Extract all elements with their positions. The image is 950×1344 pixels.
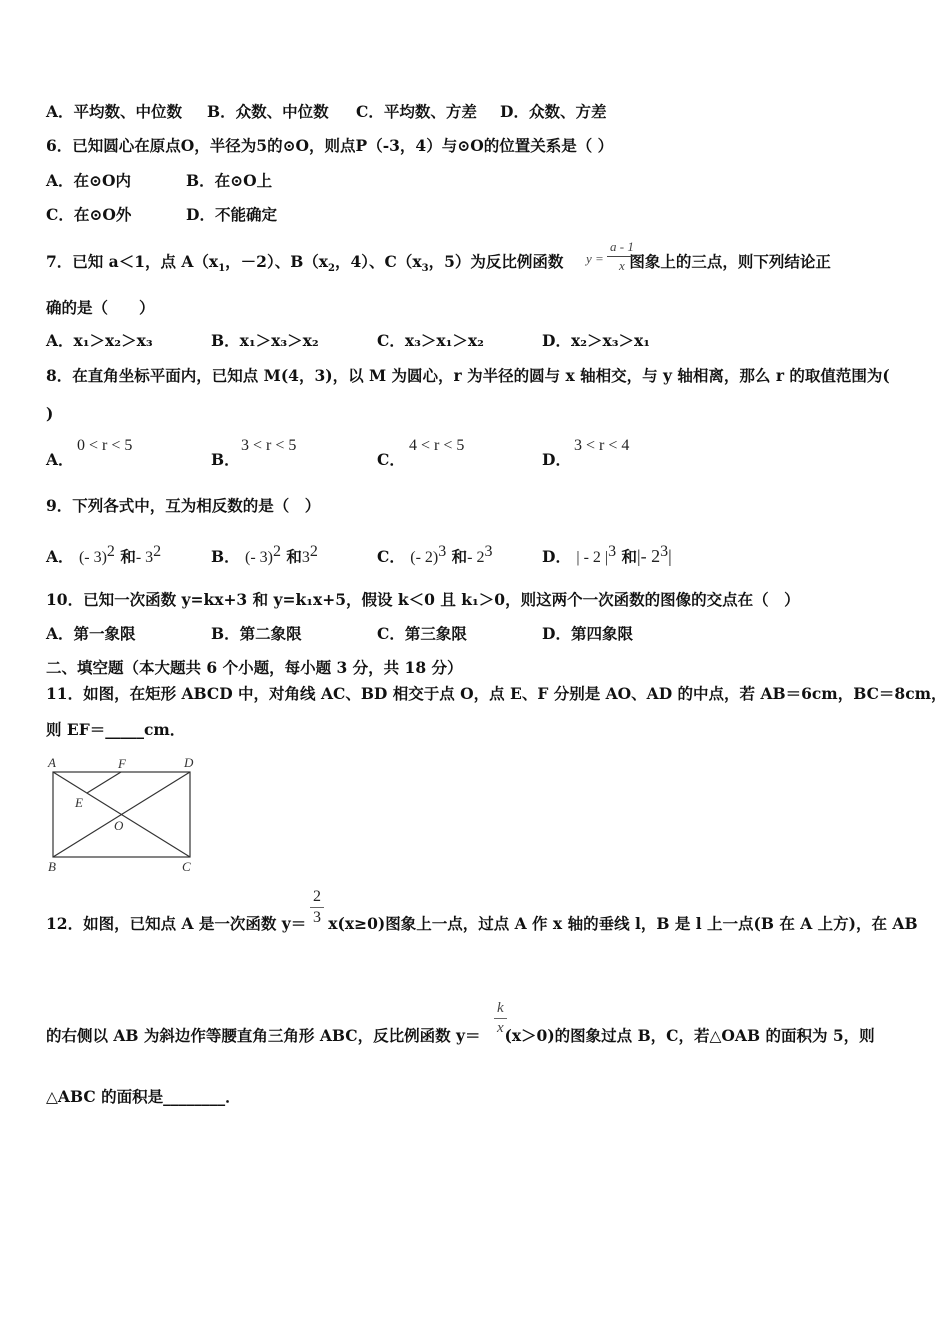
q12-stem-part: (x＞0)的图象过点 B，C，若△OAB 的面积为 5，则 [504, 1026, 875, 1045]
option-text: x₂＞x₃＞x₁ [570, 331, 651, 350]
label-a: A [48, 755, 56, 770]
q11-stem: 11．如图，在矩形 ABCD 中，对角线 AC、BD 相交于点 O，点 E、F 分别是 AO、AD 的中点，若 AB＝6cm，BC＝8cm， [46, 684, 947, 703]
fraction-denominator: 3 [313, 909, 321, 926]
option-text: x₁＞x₂＞x₃ [73, 331, 153, 350]
fraction-numerator: a - 1 [607, 239, 637, 257]
option-label: A． [46, 331, 74, 350]
q5-option-c: C．平均数、方差 [356, 102, 477, 121]
q6-option-a: A．在⊙O内 [46, 171, 132, 190]
math-exp: 2 [106, 543, 115, 560]
fraction-denominator: x [497, 1020, 504, 1036]
q8-option-d-math: 3 < r < 4 [574, 437, 630, 454]
q7-sub: 2 [328, 263, 336, 275]
and-word: 和 [451, 547, 468, 567]
math-exp: 2 [273, 543, 281, 560]
math-exp: 3 [484, 543, 493, 560]
q7-option-d [542, 331, 650, 351]
and-word: 和 [286, 547, 302, 567]
q7-function-fraction [607, 239, 637, 274]
q8-option-c-label: C． [377, 450, 405, 469]
label-o: O [114, 818, 124, 833]
q9-option-b [211, 542, 318, 568]
q12-fraction-two-thirds [310, 888, 324, 927]
label-c: C [182, 859, 191, 874]
q8-option-b-math: 3 < r < 5 [241, 437, 297, 454]
q9-stem: 9．下列各式中，互为相反数的是（ ） [46, 496, 321, 515]
math-expr: (- 2) [410, 549, 439, 567]
fraction-denominator: x [619, 258, 625, 273]
label-d: D [184, 755, 194, 770]
option-text: x₁＞x₃＞x₂ [239, 331, 319, 350]
q7-stem-part: ，－2）、B（x [225, 252, 329, 271]
fraction-numerator: k [494, 1000, 507, 1019]
section-heading: 二、填空题（本大题共 6 个小题，每小题 3 分，共 18 分） [46, 658, 463, 677]
option-label: A． [46, 547, 74, 567]
q7-option-a [46, 331, 153, 351]
q7-option-b [211, 331, 319, 351]
q8-stem-end: ) [46, 404, 54, 423]
option-label: B． [211, 547, 240, 567]
math-exp: 2 [309, 543, 318, 560]
q7-stem-line2: 确的是（ ） [46, 298, 155, 317]
math-expr: 3 [301, 549, 310, 567]
q10-option-d: D．第四象限 [542, 624, 633, 643]
label-e: E [75, 795, 83, 810]
segment-ef [87, 772, 121, 793]
q7-stem [46, 252, 831, 279]
option-label: D． [542, 547, 571, 567]
q6-option-d: D．不能确定 [186, 205, 277, 224]
q8-option-c-math: 4 < r < 5 [409, 437, 465, 454]
q10-stem: 10．已知一次函数 y=kx+3 和 y=k₁x+5，假设 k＜0 且 k₁＞0，则这两个一次函数的图像的交点在（ ） [46, 590, 800, 609]
q9-option-d [542, 542, 672, 568]
q8-option-d-label: D． [542, 450, 571, 469]
math-expr: - 2 [467, 549, 485, 567]
q12-stem-line3: △ABC 的面积是________． [46, 1087, 241, 1106]
fraction-numerator: 2 [310, 888, 324, 908]
q7-sub: 1 [218, 263, 226, 275]
q12-fraction-k-over-x [494, 1000, 507, 1037]
option-label: B． [211, 331, 240, 350]
q8-option-a-label: A． [46, 450, 74, 469]
q12-stem-part: x(x≥0)图象上一点，过点 A 作 x 轴的垂线 l，B 是 l 上一点(B 在 A 上方)，在 AB [328, 914, 918, 933]
math-expr: |- 2 [637, 546, 661, 567]
q8-stem: 8．在直角坐标平面内，已知点 M(4，3)，以 M 为圆心，r 为半径的圆与 x 轴相交，与 y 轴相离，那么 r 的取值范围为( [46, 366, 890, 385]
q9-option-c [377, 542, 492, 568]
q6-option-c: C．在⊙O外 [46, 205, 132, 224]
and-word: 和 [120, 547, 136, 567]
q8-option-a-math: 0 < r < 5 [77, 437, 133, 454]
q12-stem-part: 的右侧以 AB 为斜边作等腰直角三角形 ABC，反比例函数 y＝ [46, 1026, 481, 1045]
q6-stem: 6．已知圆心在原点O，半径为5的⊙O，则点P（-3，4）与⊙O的位置关系是（ ） [46, 136, 614, 155]
q7-stem-part: ，5）为反比例函数 [428, 252, 564, 271]
q11-rectangle-figure [46, 752, 206, 877]
q7-stem-part: 7．已知 a＜1，点 A（x [46, 252, 219, 271]
and-word: 和 [621, 547, 638, 567]
q10-option-b: B．第二象限 [211, 624, 302, 643]
q11-stem-line2: 则 EF＝_____cm． [46, 720, 186, 739]
math-expr: | - 2 | [576, 549, 609, 567]
option-label: C． [377, 331, 405, 350]
q10-option-a: A．第一象限 [46, 624, 136, 643]
q8-option-b-label: B． [211, 450, 240, 469]
q12-stem-line2 [46, 1026, 875, 1046]
math-expr: (- 3) [245, 549, 273, 567]
math-exp: 3 [438, 543, 447, 560]
option-label: D． [542, 331, 571, 350]
q10-option-c: C．第三象限 [377, 624, 467, 643]
math-bar: | [668, 546, 672, 567]
q12-stem-line1 [46, 914, 918, 934]
math-expr: - 3 [135, 549, 154, 567]
option-label: C． [377, 547, 405, 567]
math-exp: 3 [660, 543, 669, 560]
q5-option-a: A．平均数、中位数 [46, 102, 183, 121]
q6-option-b: B．在⊙O上 [186, 171, 273, 190]
math-exp: 2 [153, 543, 162, 560]
q9-option-a [46, 542, 161, 568]
q7-func-lhs: y = [586, 251, 604, 266]
label-b: B [48, 859, 56, 874]
q7-stem-part: ，4）、C（x [335, 252, 422, 271]
q12-stem-part: 12．如图，已知点 A 是一次函数 y＝ [46, 914, 307, 933]
q7-option-c [377, 331, 484, 351]
option-text: x₃＞x₁＞x₂ [404, 331, 484, 350]
q7-sub: 3 [421, 263, 429, 275]
label-f: F [118, 756, 126, 771]
q5-option-b: B．众数、中位数 [207, 102, 329, 121]
q7-stem-part: 图象上的三点，则下列结论正 [629, 252, 831, 271]
math-exp: 3 [608, 543, 617, 560]
q5-option-d: D．众数、方差 [500, 102, 607, 121]
math-expr: (- 3) [78, 549, 107, 567]
